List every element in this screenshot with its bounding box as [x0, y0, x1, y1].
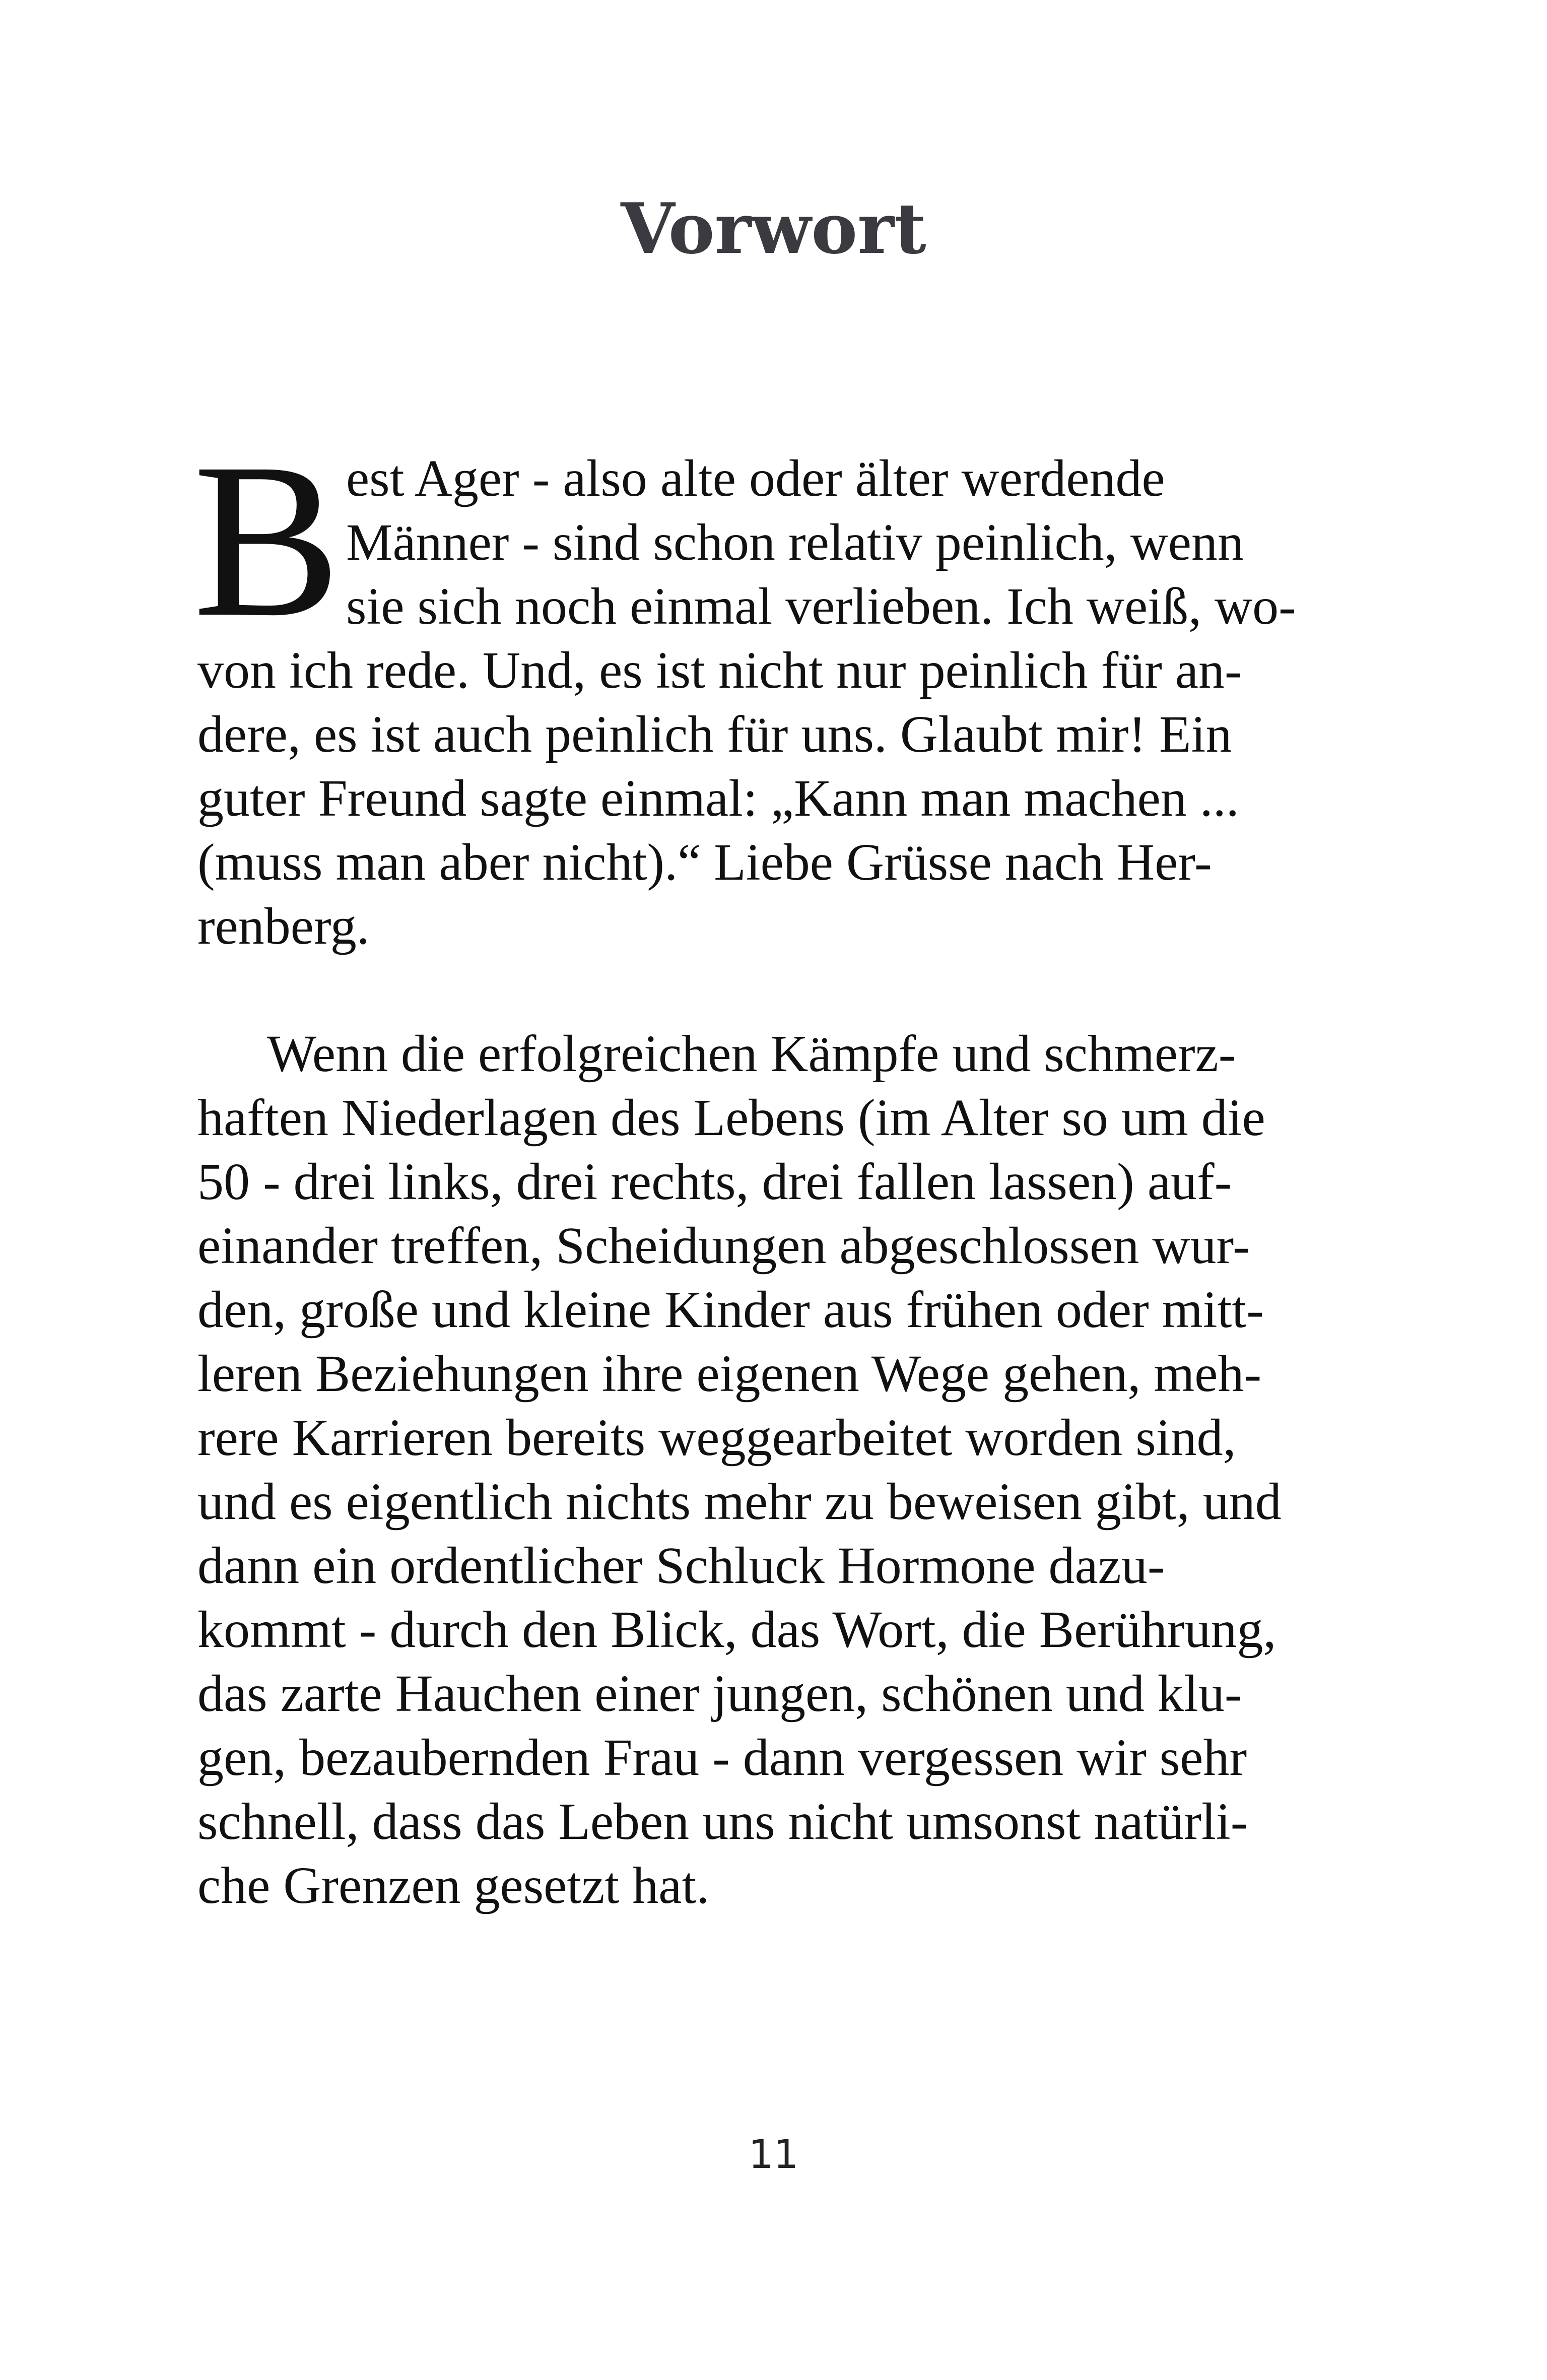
- page-number: 11: [748, 2132, 799, 2177]
- text-line: Wenn die erfolgreichen Kämpfe und schmerz-: [267, 1025, 1236, 1083]
- paragraph-2: [197, 1022, 1346, 1918]
- text-line: dann ein ordentlicher Schluck Hormone dazu-: [197, 1537, 1165, 1595]
- text-line: Männer - sind schon relativ peinlich, wenn: [346, 513, 1244, 571]
- text-line: est Ager - also alte oder älter werdende: [346, 449, 1165, 507]
- text-line: und es eigentlich nichts mehr zu beweisen gibt, und: [197, 1473, 1282, 1531]
- text-line: guter Freund sagte einmal: „Kann man machen ...: [197, 769, 1239, 827]
- text-line: dere, es ist auch peinlich für uns. Glaubt mir! Ein: [197, 705, 1232, 763]
- text-line: sie sich noch einmal verlieben. Ich weiß, wo-: [346, 577, 1296, 635]
- text-line: (muss man aber nicht).“ Liebe Grüsse nach Her-: [197, 833, 1212, 891]
- chapter-title: Vorwort: [621, 187, 926, 270]
- text-line: 50 - drei links, drei rechts, drei fallen lassen) auf-: [197, 1153, 1232, 1211]
- text-line: gen, bezaubernden Frau - dann vergessen wir sehr: [197, 1729, 1247, 1787]
- text-line: rere Karrieren bereits weggearbeitet worden sind,: [197, 1409, 1236, 1467]
- text-line: che Grenzen gesetzt hat.: [197, 1857, 710, 1914]
- text-line: kommt - durch den Blick, das Wort, die Berührung,: [197, 1601, 1276, 1659]
- text-line: leren Beziehungen ihre eigenen Wege gehen, meh-: [197, 1345, 1262, 1403]
- text-line: renberg.: [197, 897, 370, 955]
- text-line: den, große und kleine Kinder aus frühen oder mitt-: [197, 1281, 1264, 1339]
- text-line: von ich rede. Und, es ist nicht nur peinlich für an-: [197, 641, 1242, 699]
- text-line: schnell, dass das Leben uns nicht umsonst natürli-: [197, 1793, 1248, 1850]
- paragraph-1: [197, 446, 1346, 958]
- text-line: einander treffen, Scheidungen abgeschlossen wur-: [197, 1217, 1250, 1275]
- text-line: haften Niederlagen des Lebens (im Alter so um die: [197, 1089, 1265, 1147]
- drop-cap: B: [193, 418, 341, 663]
- text-line: das zarte Hauchen einer jungen, schönen und klu-: [197, 1665, 1242, 1723]
